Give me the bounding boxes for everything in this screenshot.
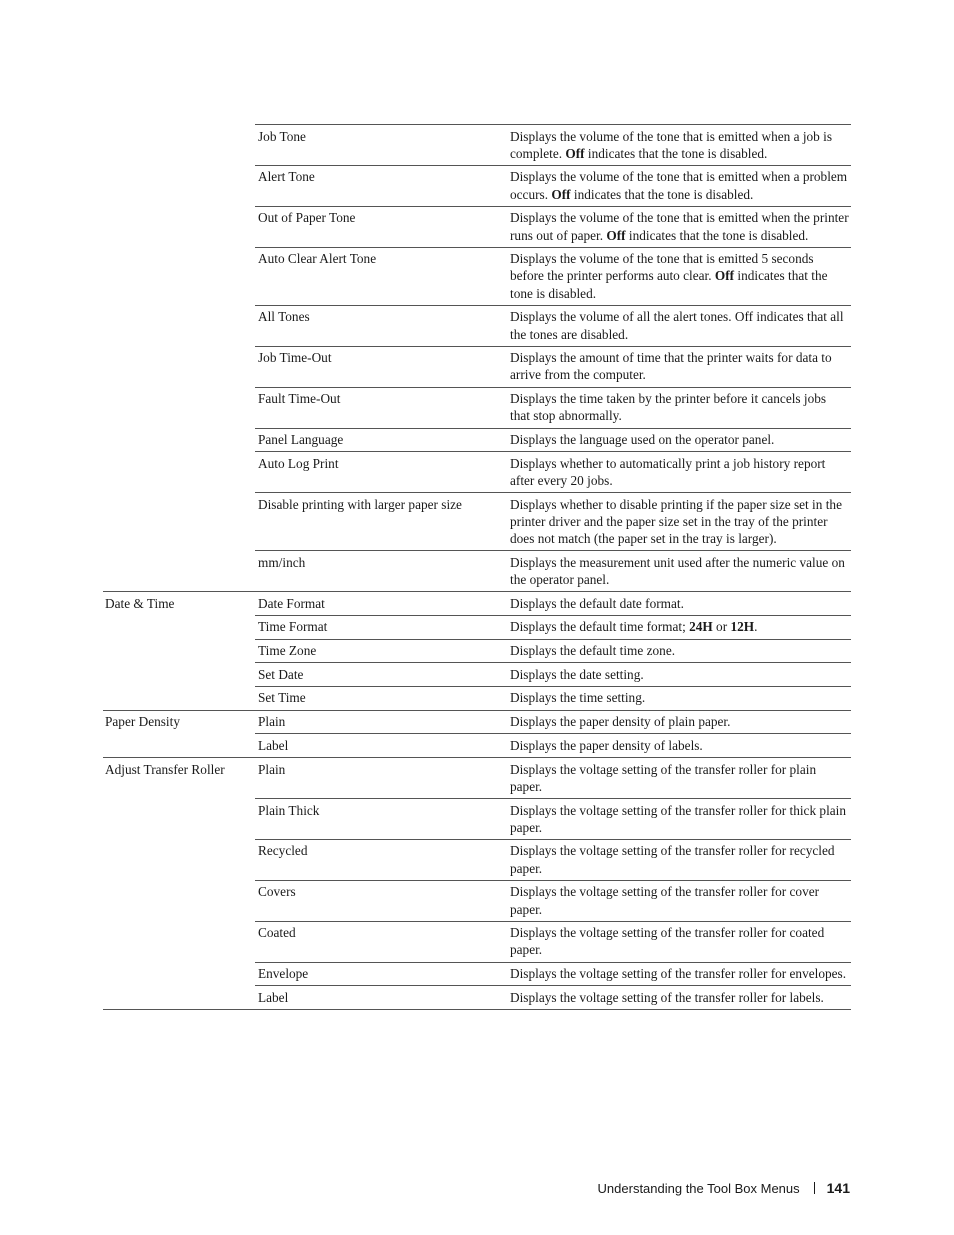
description-cell [507, 686, 851, 710]
description-keyword: Off [551, 186, 571, 202]
table-row [103, 493, 851, 551]
menu-cell [103, 452, 255, 493]
description-text: or [712, 619, 731, 635]
description-text: Displays the voltage setting of the transfer roller for thick plain paper. [510, 802, 847, 835]
menu-cell [103, 734, 255, 758]
description-text: Displays the volume of the tone that is emitted 5 seconds before the printer performs auto clear. [510, 251, 814, 284]
item-cell: Job Tone [255, 125, 507, 166]
item-cell: Label [255, 986, 507, 1010]
description-text: Displays the default time format; [510, 619, 690, 635]
item-cell: Date Format [255, 592, 507, 616]
menu-cell [103, 247, 255, 305]
item-cell: Plain [255, 710, 507, 734]
table-row [103, 551, 851, 592]
item-cell: Plain [255, 758, 507, 799]
description-keyword: Off [565, 145, 585, 161]
menu-cell [103, 551, 255, 592]
tool-box-settings-table [103, 124, 851, 1010]
description-text: Displays the volume of the tone that is emitted when a problem occurs. [510, 169, 848, 202]
page-number: 141 [826, 1180, 850, 1196]
table-row [103, 387, 851, 428]
description-text: Displays the measurement unit used after the numeric value on the operator panel. [510, 554, 845, 587]
description-text: indicates that the tone is disabled. [570, 186, 754, 202]
description-cell [507, 452, 851, 493]
item-cell: mm/inch [255, 551, 507, 592]
description-cell [507, 962, 851, 986]
description-text: Displays the default time zone. [510, 643, 676, 659]
table-row [103, 799, 851, 840]
settings-table-body [103, 125, 851, 1010]
description-text: Displays the time taken by the printer before it cancels jobs that stop abnormally. [510, 391, 827, 424]
menu-cell [103, 346, 255, 387]
item-cell: Label [255, 734, 507, 758]
menu-cell [103, 165, 255, 206]
description-text: Displays the voltage setting of the transfer roller for plain paper. [510, 761, 817, 794]
table-row [103, 165, 851, 206]
item-cell: Time Format [255, 615, 507, 639]
description-text: Displays whether to disable printing if the paper size set in the printer driver and the paper size set in the tray of the printer does not match (the paper set in the tray is larger). [510, 496, 842, 547]
description-cell [507, 639, 851, 663]
description-cell [507, 305, 851, 346]
menu-cell [103, 921, 255, 962]
item-cell: Panel Language [255, 428, 507, 452]
table-row [103, 921, 851, 962]
description-text: Displays whether to automatically print a job history report after every 20 jobs. [510, 455, 826, 488]
menu-cell [103, 880, 255, 921]
description-text: . [754, 619, 758, 635]
menu-cell [103, 305, 255, 346]
item-cell: Envelope [255, 962, 507, 986]
description-text: Displays the volume of the tone that is emitted when a job is complete. [510, 128, 833, 161]
description-cell [507, 758, 851, 799]
menu-cell: Paper Density [103, 710, 255, 734]
description-text: Displays the paper density of plain paper. [510, 714, 731, 730]
menu-cell [103, 986, 255, 1010]
item-cell: Set Date [255, 663, 507, 687]
description-cell [507, 247, 851, 305]
item-cell: Time Zone [255, 639, 507, 663]
item-cell: Out of Paper Tone [255, 206, 507, 247]
description-cell [507, 125, 851, 166]
description-cell [507, 839, 851, 880]
menu-cell [103, 493, 255, 551]
menu-cell [103, 686, 255, 710]
description-cell [507, 493, 851, 551]
table-row [103, 305, 851, 346]
description-cell [507, 428, 851, 452]
table-row [103, 663, 851, 687]
table-row [103, 125, 851, 166]
page-footer [598, 1180, 850, 1196]
description-cell [507, 880, 851, 921]
menu-cell: Date & Time [103, 592, 255, 616]
menu-cell [103, 125, 255, 166]
table-row [103, 206, 851, 247]
description-keyword: 24H [689, 619, 713, 635]
menu-cell [103, 428, 255, 452]
description-text: Displays the volume of the tone that is emitted when the printer runs out of paper. [510, 210, 849, 243]
menu-cell [103, 839, 255, 880]
description-text: Displays the voltage setting of the transfer roller for recycled paper. [510, 843, 835, 876]
item-cell: Covers [255, 880, 507, 921]
item-cell: Disable printing with larger paper size [255, 493, 507, 551]
table-row [103, 686, 851, 710]
description-cell [507, 206, 851, 247]
table-row [103, 592, 851, 616]
description-cell [507, 710, 851, 734]
description-cell [507, 551, 851, 592]
menu-cell [103, 799, 255, 840]
description-text: Displays the date setting. [510, 666, 644, 682]
table-row [103, 839, 851, 880]
item-cell: Auto Log Print [255, 452, 507, 493]
description-cell [507, 387, 851, 428]
description-cell [507, 921, 851, 962]
table-row [103, 710, 851, 734]
description-cell [507, 663, 851, 687]
description-cell [507, 799, 851, 840]
description-cell [507, 986, 851, 1010]
menu-cell [103, 663, 255, 687]
description-text: Displays the amount of time that the printer waits for data to arrive from the computer. [510, 350, 832, 383]
description-text: Displays the voltage setting of the transfer roller for labels. [510, 989, 824, 1005]
footer-section-title: Understanding the Tool Box Menus [597, 1180, 800, 1196]
description-cell [507, 734, 851, 758]
item-cell: Job Time-Out [255, 346, 507, 387]
description-text: Displays the voltage setting of the transfer roller for envelopes. [510, 966, 847, 982]
description-text: indicates that the tone is disabled. [510, 268, 828, 301]
description-text: Displays the time setting. [510, 690, 646, 706]
description-text: Displays the voltage setting of the transfer roller for cover paper. [510, 884, 820, 917]
description-text: Displays the voltage setting of the transfer roller for coated paper. [510, 925, 825, 958]
item-cell: Set Time [255, 686, 507, 710]
description-text: Displays the volume of all the alert tones. Off indicates that all the tones are disabled. [510, 309, 844, 342]
item-cell: Recycled [255, 839, 507, 880]
menu-cell [103, 387, 255, 428]
menu-cell [103, 615, 255, 639]
description-keyword: 12H [730, 619, 755, 635]
menu-cell [103, 962, 255, 986]
item-cell: Fault Time-Out [255, 387, 507, 428]
description-cell [507, 346, 851, 387]
description-text: indicates that the tone is disabled. [584, 145, 768, 161]
description-text: Displays the default date format. [510, 595, 684, 611]
table-row [103, 428, 851, 452]
table-row [103, 986, 851, 1010]
item-cell: Plain Thick [255, 799, 507, 840]
item-cell: Coated [255, 921, 507, 962]
menu-cell [103, 206, 255, 247]
description-text: Displays the paper density of labels. [510, 737, 703, 753]
description-keyword: Off [714, 268, 735, 284]
item-cell: Alert Tone [255, 165, 507, 206]
item-cell: Auto Clear Alert Tone [255, 247, 507, 305]
item-cell: All Tones [255, 305, 507, 346]
description-cell [507, 592, 851, 616]
table-row [103, 962, 851, 986]
table-row [103, 734, 851, 758]
table-row [103, 880, 851, 921]
description-text: indicates that the tone is disabled. [625, 227, 809, 243]
table-row [103, 346, 851, 387]
menu-cell: Adjust Transfer Roller [103, 758, 255, 799]
description-cell [507, 615, 851, 639]
description-keyword: Off [606, 227, 626, 243]
description-cell [507, 165, 851, 206]
table-row [103, 615, 851, 639]
table-row [103, 452, 851, 493]
table-row [103, 639, 851, 663]
description-text: Displays the language used on the operator panel. [510, 432, 775, 448]
footer-divider [814, 1182, 815, 1194]
menu-cell [103, 639, 255, 663]
table-row [103, 247, 851, 305]
table-row [103, 758, 851, 799]
